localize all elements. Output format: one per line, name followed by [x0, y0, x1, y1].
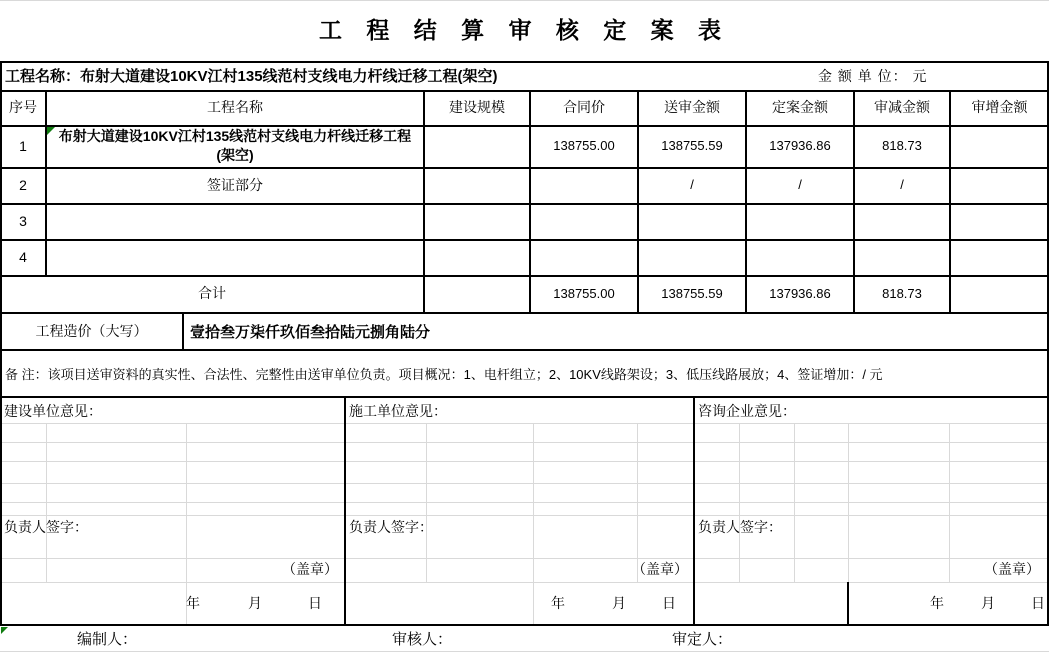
row2-scale [424, 167, 530, 203]
cell-corner-marker [1, 627, 8, 634]
seal-label: （盖章） [282, 561, 338, 577]
signer-label: 负责人签字： [349, 519, 433, 535]
seal-label: （盖章） [984, 561, 1040, 577]
row2-reduce: / [900, 177, 904, 193]
row1-seq: 1 [19, 137, 27, 154]
remark-text: 备 注：该项目送审资料的真实性、合法性、完整性由送审单位负责。项目概况：1、电杆组立；2、10KV线路架设；3、低压线路展放；4、签证增加：/ 元 [5, 366, 883, 382]
row2-submitted: / [690, 177, 694, 193]
col-header-scale: 建设规模 [449, 99, 505, 116]
date-month: 月 [248, 595, 262, 611]
page-title: 工 程 结 算 审 核 定 案 表 [318, 17, 731, 44]
total-label: 合计 [198, 285, 226, 302]
row1-name: 布射大道建设10KV江村135线范村支线电力杆线迁移工程(架空) [58, 128, 412, 163]
seal-label: （盖章） [632, 561, 688, 577]
row1-increase [950, 125, 1049, 167]
col-header-reduce: 审减金额 [874, 99, 930, 116]
total-final: 137936.86 [769, 285, 831, 301]
row1-final: 137936.86 [769, 138, 831, 154]
row1-scale [424, 125, 530, 167]
date-month: 月 [981, 595, 995, 611]
reviewer-label: 审核人： [392, 631, 453, 648]
cost-words-value: 壹拾叁万柒仟玖佰叁拾陆元捌角陆分 [190, 323, 431, 341]
opinion-label: 咨询企业意见： [698, 403, 796, 419]
row1-contract: 138755.00 [553, 138, 615, 154]
signer-label: 负责人签字： [698, 519, 782, 535]
row2-final: / [798, 177, 802, 193]
opinion-label: 建设单位意见： [4, 403, 102, 419]
col-header-submitted: 送审金额 [664, 99, 720, 116]
project-name-label: 工程名称：布射大道建设10KV江村135线范村支线电力杆线迁移工程(架空) [5, 68, 498, 85]
row1-submitted: 138755.59 [661, 138, 723, 154]
row3-seq: 3 [19, 212, 27, 229]
total-increase [950, 275, 1049, 312]
date-day: 日 [308, 595, 322, 611]
total-contract: 138755.00 [553, 285, 615, 301]
col-header-final: 定案金额 [772, 99, 828, 116]
date-year: 年 [186, 595, 200, 611]
opinion-label: 施工单位意见： [349, 403, 447, 419]
col-header-increase: 审增金额 [971, 99, 1028, 116]
date-year: 年 [930, 595, 944, 611]
row4-seq: 4 [19, 248, 27, 265]
date-year: 年 [551, 595, 565, 611]
cost-words-label: 工程造价（大写） [35, 322, 148, 339]
total-submitted: 138755.59 [661, 285, 723, 301]
row2-name: 签证部分 [207, 176, 263, 193]
row2-contract [530, 167, 638, 203]
preparer-label: 编制人： [77, 631, 138, 648]
row1-reduce: 818.73 [882, 138, 922, 154]
row2-seq: 2 [19, 176, 27, 193]
signer-label: 负责人签字： [4, 519, 88, 535]
date-month: 月 [612, 595, 626, 611]
row2-increase [950, 167, 1049, 203]
col-header-seq: 序号 [9, 99, 37, 116]
col-header-name: 工程名称 [207, 99, 263, 116]
total-scale [424, 275, 530, 312]
total-reduce: 818.73 [882, 285, 922, 301]
approver-label: 审定人： [672, 631, 733, 648]
unit-label: 金 额 单 位： 元 [818, 67, 928, 84]
date-day: 日 [1031, 595, 1045, 611]
col-header-contract: 合同价 [563, 99, 605, 116]
date-day: 日 [662, 595, 676, 611]
